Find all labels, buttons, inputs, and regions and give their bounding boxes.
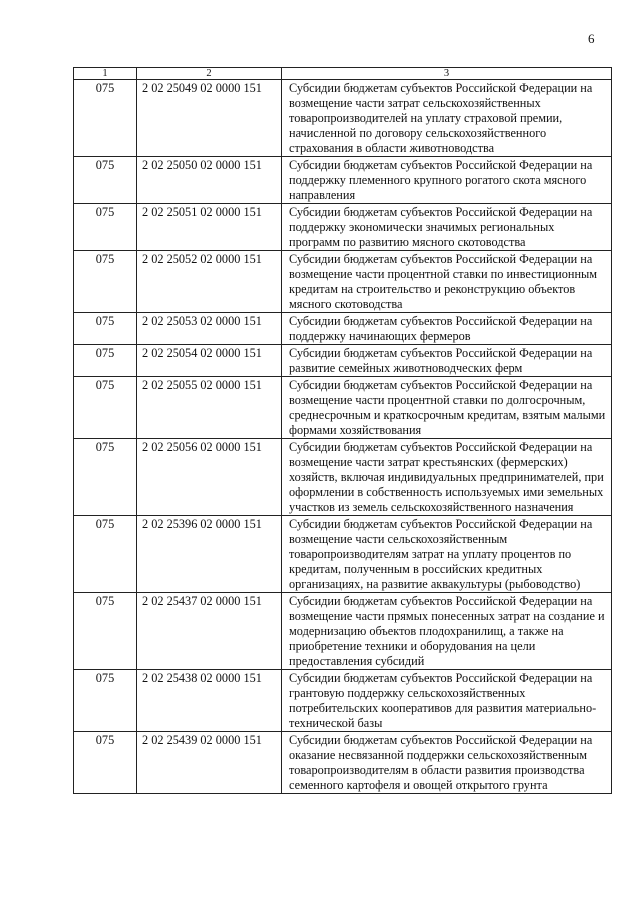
table-body: [74, 68, 612, 794]
description-line: грантовую поддержку сельскохозяйственных: [289, 686, 526, 700]
budget-classification-code-cell: 2 02 25051 02 0000 151: [137, 204, 282, 251]
page-number: 6: [588, 31, 595, 46]
revenue-description-cell: [282, 313, 612, 345]
revenue-description-cell: [282, 377, 612, 439]
description-line: возмещение части затрат сельскохозяйственных: [289, 96, 541, 110]
description-line: приобретение техники и оборудования на цели: [289, 639, 536, 653]
description-line: Субсидии бюджетам субъектов Российской Федерации на: [289, 440, 593, 454]
description-line: товаропроизводителям в области развития производства: [289, 763, 585, 777]
table-row: [74, 204, 612, 251]
description-line: участков из земель сельскохозяйственного назначения: [289, 500, 574, 514]
description-line: Субсидии бюджетам субъектов Российской Федерации на: [289, 346, 593, 360]
budget-classification-code-cell: 2 02 25437 02 0000 151: [137, 593, 282, 670]
description-line: оказание несвязанной поддержки сельскохозяйственным: [289, 748, 588, 762]
revenue-description-cell: [282, 157, 612, 204]
description-line: формами хозяйствования: [289, 423, 422, 437]
revenue-description-cell: [282, 80, 612, 157]
description-line: оформлении в собственность используемых ими земельных: [289, 485, 604, 499]
admin-code-cell: 075: [74, 80, 137, 157]
admin-code-cell: 075: [74, 439, 137, 516]
table-header-row: [74, 68, 612, 80]
revenue-description-cell: [282, 439, 612, 516]
description-line: начисленной по договору сельскохозяйственного: [289, 126, 547, 140]
admin-code-cell: 075: [74, 204, 137, 251]
budget-classification-code-cell: 2 02 25049 02 0000 151: [137, 80, 282, 157]
description-line: товаропроизводителям затрат на уплату процентов по: [289, 547, 572, 561]
description-line: хозяйств, включая индивидуальных предпринимателей, при: [289, 470, 604, 484]
description-line: модернизацию объектов плодохранилищ, а также на: [289, 624, 564, 638]
revenue-description-cell: [282, 516, 612, 593]
description-line: кредитам, полученным в российских кредитных: [289, 562, 543, 576]
budget-codes-table: [73, 67, 612, 794]
description-line: возмещение части процентной ставки по долгосрочным,: [289, 393, 586, 407]
table-row: [74, 439, 612, 516]
revenue-description-cell: [282, 732, 612, 794]
budget-classification-code-cell: 2 02 25439 02 0000 151: [137, 732, 282, 794]
table-row: [74, 251, 612, 313]
admin-code-cell: 075: [74, 251, 137, 313]
description-line: среднесрочным и краткосрочным кредитам, взятым малыми: [289, 408, 606, 422]
description-line: Субсидии бюджетам субъектов Российской Федерации на: [289, 252, 593, 266]
description-line: направления: [289, 188, 356, 202]
description-line: Субсидии бюджетам субъектов Российской Федерации на: [289, 378, 593, 392]
revenue-description-cell: [282, 593, 612, 670]
budget-classification-code-cell: 2 02 25396 02 0000 151: [137, 516, 282, 593]
description-line: развитие семейных животноводческих ферм: [289, 361, 523, 375]
description-line: Субсидии бюджетам субъектов Российской Федерации на: [289, 158, 593, 172]
admin-code-cell: 075: [74, 516, 137, 593]
description-line: программ по развитию мясного скотоводства: [289, 235, 526, 249]
description-line: возмещение части сельскохозяйственным: [289, 532, 508, 546]
description-line: технической базы: [289, 716, 383, 730]
description-line: предоставления субсидий: [289, 654, 425, 668]
column-header: 2: [137, 68, 282, 80]
admin-code-cell: 075: [74, 732, 137, 794]
table-row: [74, 313, 612, 345]
description-line: мясного скотоводства: [289, 297, 403, 311]
table-row: [74, 377, 612, 439]
description-line: семенного картофеля и овощей открытого грунта: [289, 778, 548, 792]
description-line: организациях, на развитие аквакультуры (рыбоводство): [289, 577, 581, 591]
description-line: кредитам на строительство и реконструкцию объектов: [289, 282, 576, 296]
budget-classification-code-cell: 2 02 25052 02 0000 151: [137, 251, 282, 313]
revenue-description-cell: [282, 204, 612, 251]
description-line: Субсидии бюджетам субъектов Российской Федерации на: [289, 733, 593, 747]
description-line: поддержку экономически значимых региональных: [289, 220, 555, 234]
budget-classification-code-cell: 2 02 25055 02 0000 151: [137, 377, 282, 439]
description-line: товаропроизводителей на уплату страховой премии,: [289, 111, 563, 125]
column-header: 3: [282, 68, 612, 80]
table-row: [74, 345, 612, 377]
description-line: потребительских кооперативов для развития материально-: [289, 701, 597, 715]
description-line: поддержку начинающих фермеров: [289, 329, 471, 343]
table-row: [74, 670, 612, 732]
description-line: Субсидии бюджетам субъектов Российской Федерации на: [289, 205, 593, 219]
budget-classification-code-cell: 2 02 25050 02 0000 151: [137, 157, 282, 204]
admin-code-cell: 075: [74, 670, 137, 732]
budget-classification-code-cell: 2 02 25054 02 0000 151: [137, 345, 282, 377]
description-line: Субсидии бюджетам субъектов Российской Федерации на: [289, 314, 593, 328]
budget-classification-code-cell: 2 02 25438 02 0000 151: [137, 670, 282, 732]
description-line: поддержку племенного крупного рогатого скота мясного: [289, 173, 587, 187]
description-line: возмещение части затрат крестьянских (фермерских): [289, 455, 568, 469]
budget-classification-code-cell: 2 02 25056 02 0000 151: [137, 439, 282, 516]
table-row: [74, 80, 612, 157]
description-line: Субсидии бюджетам субъектов Российской Федерации на: [289, 671, 593, 685]
description-line: страхования в области животноводства: [289, 141, 495, 155]
revenue-description-cell: [282, 670, 612, 732]
description-line: Субсидии бюджетам субъектов Российской Федерации на: [289, 81, 593, 95]
revenue-description-cell: [282, 251, 612, 313]
description-line: Субсидии бюджетам субъектов Российской Федерации на: [289, 594, 593, 608]
description-line: Субсидии бюджетам субъектов Российской Федерации на: [289, 517, 593, 531]
admin-code-cell: 075: [74, 313, 137, 345]
admin-code-cell: 075: [74, 377, 137, 439]
admin-code-cell: 075: [74, 345, 137, 377]
table-row: [74, 732, 612, 794]
table-row: [74, 593, 612, 670]
admin-code-cell: 075: [74, 157, 137, 204]
admin-code-cell: 075: [74, 593, 137, 670]
budget-classification-code-cell: 2 02 25053 02 0000 151: [137, 313, 282, 345]
table-row: [74, 516, 612, 593]
revenue-description-cell: [282, 345, 612, 377]
description-line: возмещение части процентной ставки по инвестиционным: [289, 267, 598, 281]
description-line: возмещение части прямых понесенных затрат на создание и: [289, 609, 605, 623]
column-header: 1: [74, 68, 137, 80]
table-row: [74, 157, 612, 204]
